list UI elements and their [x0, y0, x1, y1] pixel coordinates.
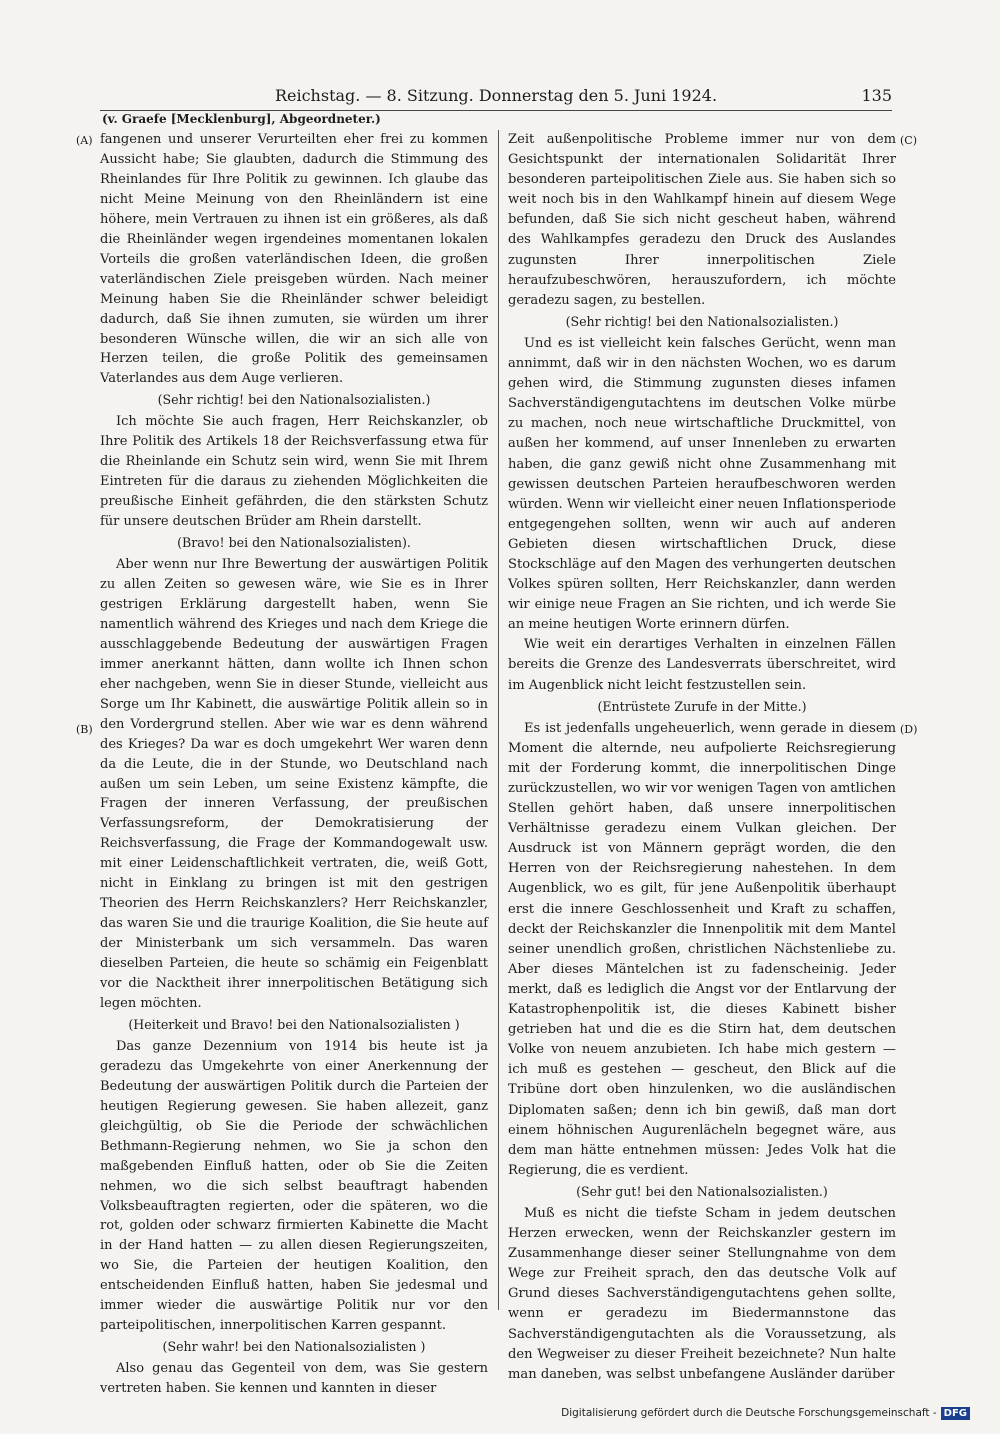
footer-text: Digitalisierung gefördert durch die Deutsche Forschungsgemeinschaft - — [561, 1407, 937, 1419]
speaker-line: (v. Graefe [Mecklenburg], Abgeordneter.) — [102, 112, 381, 126]
interjection: (Sehr richtig! bei den Nationalsozialisten.) — [157, 392, 431, 408]
right-column — [508, 130, 896, 1385]
dfg-logo: DFG — [941, 1407, 970, 1420]
interjection: (Bravo! bei den Nationalsozialisten). — [177, 535, 411, 551]
column-divider — [498, 130, 499, 1310]
digitization-footer — [561, 1407, 970, 1420]
paragraph: Ich möchte Sie auch fragen, Herr Reichskanzler, ob Ihre Politik des Artikels 18 der Reichsverfassung etwa für die Rheinlande ein Schutz sein wird, wenn Sie mit Ihrem Eintreten für die daraus zu ziehenden Möglichkeiten die preußische Einheit gefährden, die den stärksten Schutz für unsere deutschen Brüder am Rhein darstellt. — [100, 414, 488, 530]
margin-marker-b: (B) — [76, 723, 93, 736]
interjection: (Sehr gut! bei den Nationalsozialisten.) — [576, 1183, 828, 1199]
paragraph: Aber wenn nur Ihre Bewertung der auswärtigen Politik zu allen Zeiten so gewesen wäre, wie Sie es in Ihrer gestrigen Erklärung dargestellt haben, wenn Sie namentlich während des Krieges und nach dem Kriege die ausschlaggebende Bedeutung der auswärtigen Fragen immer anerkannt hätten, dann wollte ich Ihnen schon eher nachgeben, wenn Sie in dieser Stunde, vielleicht aus Sorge um Ihr Kabinett, die auswärtige Politik allein so in den Vordergrund stellen. Aber wie war es denn während des Krieges? Da war es doch umgekehrt Wer waren denn da die Leute, die in der Stunde, wo Deutschland nach außen um sein Leben, um seine Existenz kämpfte, die Fragen der inneren Verfassung, der preußischen Verfassungsreform, der Demokratisierung der Reichsverfassung, die Frage der Kommandogewalt usw. mit einer Leidenschaftlichkeit vertraten, die, weiß Gott, nicht in Einklang zu bringen ist mit den gestrigen Theorien des Herrn Reichskanzlers? Herr Reichskanzler, das waren Sie und die traurige Koalition, die Sie heute auf der Ministerbank um sich versammeln. Das waren dieselben Parteien, die heute so schämig ein Feigenblatt vor die Nacktheit ihrer innerpolitischen Betätigung sich legen möchten. — [100, 557, 488, 1011]
paragraph: Das ganze Dezennium von 1914 bis heute ist ja geradezu das Umgekehrte von einer Anerkennung der Bedeutung der auswärtigen Politik durch die Parteien der heutigen Regierung gewesen. Sie haben allezeit, ganz gleichgültig, ob Sie die Periode der schwächlichen Bethmann-Regierung nehmen, wo Sie ja schon den maßgebenden Einfluß hatten, oder ob Sie die Zeiten nehmen, wo die sich selbst beauftragt habenden Volksbeauftragten regierten, oder die späteren, wo die rot, golden oder schwarz firmierten Kabinette die Macht in der Hand hatten — zu allen diesen Regierungszeiten, wo Sie, die Parteien der heutigen Koalition, den entscheidenden Einfluß hatten, haben Sie jedesmal und immer wieder die auswärtige Politik nur vor den parteipolitischen, innerpolitischen Karren gespannt. — [100, 1038, 488, 1334]
page-header — [100, 86, 892, 112]
paragraph: Wie weit ein derartiges Verhalten in einzelnen Fällen bereits die Grenze des Landesverrats überschreitet, wird im Augenblick nicht leicht festzustellen sein. — [508, 637, 896, 693]
margin-marker-d: (D) — [900, 723, 918, 736]
margin-marker-a: (A) — [76, 134, 93, 147]
interjection: (Entrüstete Zurufe in der Mitte.) — [597, 698, 807, 714]
interjection: (Heiterkeit und Bravo! bei den Nationalsozialisten ) — [128, 1016, 460, 1032]
paragraph: Muß es nicht die tiefste Scham in jedem deutschen Herzen erwecken, wenn der Reichskanzler gestern im Zusammenhange dieser seiner Stellungnahme von dem Wege zur Freiheit sprach, den das deutsche Volk auf Grund dieses Sachverständigengutachtens gehen sollte, wenn er geradezu im Biedermannstone das Sachverständigengutachten als die Voraussetzung, als den Wegweiser zu dieser Freiheit bezeichnete? Nun halte man daneben, was selbst unbefangene Ausländer darüber — [508, 1205, 896, 1382]
left-column — [100, 130, 488, 1399]
interjection: (Sehr wahr! bei den Nationalsozialisten ) — [162, 1339, 426, 1355]
header-rule — [100, 110, 892, 111]
paragraph: Zeit außenpolitische Probleme immer nur von dem Gesichtspunkt der internationalen Solidarität Ihrer besonderen parteipolitischen Ziele aus. Sie haben sich so weit noch bis in den Wahlkampf hinein auf diesem Wege befunden, daß Sie sich nicht gescheut haben, während des Wahlkampfes geradezu den Druck des Auslandes zugunsten Ihrer innerpolitischen Ziele heraufzubeschwören, herauszufordern, ich möchte geradezu sagen, zu bestellen. — [508, 132, 896, 308]
paragraph: fangenen und unserer Verurteilten eher frei zu kommen Aussicht habe; Sie glaubten, dadurch die Stimmung des Rheinlandes für Ihre Politik zu gewinnen. Ich glaube das nicht Meine Meinung von den Rheinländern ist eine höhere, mein Vertrauen zu ihnen ist ein größeres, als daß die Rheinländer wegen irgendeines momentanen lokalen Vorteils die großen vaterländischen Ideen, die großen vaterländischen Ziele preisgeben würden. Nach meiner Meinung haben Sie die Rheinländer schwer beleidigt dadurch, daß Sie ihnen zumuten, sie würden um ihrer besonderen Wünsche willen, die wir an sich alle von Herzen teilen, die große Politik des gemeinsamen Vaterlandes aus dem Auge verlieren. — [100, 132, 488, 387]
page-number: 135 — [861, 86, 892, 105]
paragraph: Also genau das Gegenteil von dem, was Sie gestern vertreten haben. Sie kennen und kannten in dieser — [100, 1361, 488, 1397]
paragraph: Und es ist vielleicht kein falsches Gerücht, wenn man annimmt, daß wir in den nächsten Wochen, wo es darum gehen wird, die Stimmung zugunsten dieses infamen Sachverständigengutachtens im deutschen Volke mürbe zu machen, noch neue wirtschaftliche Druckmittel, von außen her kommend, auf unser Innenleben zu erwarten haben, die ganz gewiß nicht ohne Zusammenhang mit gewissen deutschen Parteien heraufbeschworen werden würden. Wenn wir vielleicht einer neuen Inflationsperiode entgegengehen sollten, wenn wir auch auf anderen Gebieten diesen wirtschaftlichen Druck, diese Stockschläge auf den Magen des verhungerten deutschen Volkes spüren sollten, Herr Reichskanzler, dann werden wir einige neue Fragen an Sie richten, und ich werde Sie an meine heutigen Worte erinnern dürfen. — [508, 335, 896, 633]
margin-marker-c: (C) — [900, 134, 917, 147]
paragraph: Es ist jedenfalls ungeheuerlich, wenn gerade in diesem Moment die alternde, neu aufpolierte Reichsregierung mit der Forderung kommt, die innerpolitischen Dinge zurückzustellen, wo wir vor wenigen Tagen von amtlichen Stellen gehört haben, daß unsere innerpolitischen Verhältnisse geradezu einem Vulkan gleichen. Der Ausdruck ist von Männern geprägt worden, die den Herren von der Reichsregierung nahestehen. In dem Augenblick, wo es gilt, für jene Außenpolitik überhaupt erst die innere Geschlossenheit und Kraft zu schaffen, deckt der Reichskanzler die Innenpolitik mit dem Mantel seiner unendlich großen, christlichen Nächstenliebe zu. Aber dieses Mäntelchen ist zu fadenscheinig. Jeder merkt, daß es lediglich die Angst vor der Entlarvung der Katastrophenpolitik ist, die dieses Kabinett bisher getrieben hat und die es die Stirn hat, dem deutschen Volke von neuem anzubieten. Ich habe mich gestern — ich muß es gestehen — gescheut, den Blick auf die Tribüne dort oben hinzulenken, wo die ausländischen Diplomaten saßen; denn ich bin gewiß, daß man dort einem höhnischen Augurenlächeln begegnet wäre, aus dem man hätte entnehmen müssen: Jedes Volk hat die Regierung, die es verdient. — [508, 720, 896, 1178]
header-title: Reichstag. — 8. Sitzung. Donnerstag den 5. Juni 1924. — [274, 86, 718, 105]
interjection: (Sehr richtig! bei den Nationalsozialisten.) — [565, 313, 839, 329]
